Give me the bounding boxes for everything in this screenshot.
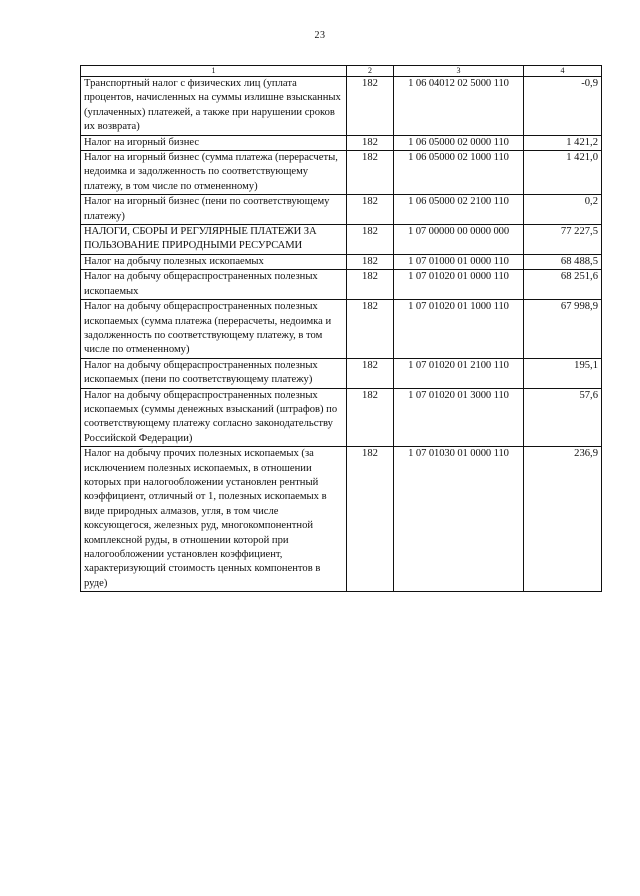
row-admin-code: 182 bbox=[347, 151, 394, 195]
table-row bbox=[81, 135, 602, 150]
row-budget-code: 1 07 01020 01 2100 110 bbox=[394, 358, 524, 388]
table-row bbox=[81, 151, 602, 195]
table-row bbox=[81, 254, 602, 269]
table-row bbox=[81, 358, 602, 388]
row-amount: 68 488,5 bbox=[524, 254, 602, 269]
row-budget-code: 1 07 01020 01 3000 110 bbox=[394, 388, 524, 447]
row-admin-code: 182 bbox=[347, 225, 394, 255]
row-budget-code: 1 07 01020 01 1000 110 bbox=[394, 300, 524, 359]
row-name: Налог на игорный бизнес (сумма платежа (перерасчеты, недоимка и задолженность по соответствующему платежу, в том числе по отмененному) bbox=[81, 151, 347, 195]
row-admin-code: 182 bbox=[347, 135, 394, 150]
column-header-name: 1 bbox=[81, 66, 347, 77]
row-name: Налог на игорный бизнес (пени по соответствующему платежу) bbox=[81, 195, 347, 225]
column-header-code: 3 bbox=[394, 66, 524, 77]
row-admin-code: 182 bbox=[347, 358, 394, 388]
row-amount: 77 227,5 bbox=[524, 225, 602, 255]
row-amount: 195,1 bbox=[524, 358, 602, 388]
row-name: Налог на добычу прочих полезных ископаемых (за исключением полезных ископаемых, в отношении которых при налогообложении установлен рентный коэффициент, отличный от 1, полезных ископаемых в виде природных алмазов, угля, в том числе коксующегося, железных руд, многокомпонентной комплексной руды, в отношении которой при налогообложении установлен коэффициент, характеризующий стоимость ценных компонентов в руде) bbox=[81, 447, 347, 592]
row-amount: 0,2 bbox=[524, 195, 602, 225]
row-admin-code: 182 bbox=[347, 254, 394, 269]
row-admin-code: 182 bbox=[347, 447, 394, 592]
row-budget-code: 1 06 05000 02 1000 110 bbox=[394, 151, 524, 195]
table-row bbox=[81, 77, 602, 136]
row-amount: 236,9 bbox=[524, 447, 602, 592]
row-name: Налог на добычу общераспространенных полезных ископаемых (сумма платежа (перерасчеты, недоимка и задолженность по соответствующему платежу, в том числе по отмененному) bbox=[81, 300, 347, 359]
row-budget-code: 1 07 01020 01 0000 110 bbox=[394, 270, 524, 300]
table-row bbox=[81, 225, 602, 255]
row-amount: 57,6 bbox=[524, 388, 602, 447]
row-amount: 1 421,0 bbox=[524, 151, 602, 195]
row-amount: -0,9 bbox=[524, 77, 602, 136]
row-budget-code: 1 07 00000 00 0000 000 bbox=[394, 225, 524, 255]
row-name: Налог на игорный бизнес bbox=[81, 135, 347, 150]
row-name: Транспортный налог с физических лиц (уплата процентов, начисленных на суммы излишне взысканных (уплаченных) платежей, а также при нарушении сроков их возврата) bbox=[81, 77, 347, 136]
row-admin-code: 182 bbox=[347, 77, 394, 136]
row-admin-code: 182 bbox=[347, 195, 394, 225]
row-name: НАЛОГИ, СБОРЫ И РЕГУЛЯРНЫЕ ПЛАТЕЖИ ЗА ПОЛЬЗОВАНИЕ ПРИРОДНЫМИ РЕСУРСАМИ bbox=[81, 225, 347, 255]
row-budget-code: 1 06 04012 02 5000 110 bbox=[394, 77, 524, 136]
page-number: 23 bbox=[314, 30, 326, 41]
revenue-table bbox=[80, 65, 602, 592]
table-row bbox=[81, 270, 602, 300]
row-name: Налог на добычу полезных ископаемых bbox=[81, 254, 347, 269]
row-admin-code: 182 bbox=[347, 388, 394, 447]
table-header-row bbox=[81, 66, 602, 77]
row-budget-code: 1 07 01000 01 0000 110 bbox=[394, 254, 524, 269]
row-name: Налог на добычу общераспространенных полезных ископаемых bbox=[81, 270, 347, 300]
row-admin-code: 182 bbox=[347, 300, 394, 359]
table-row bbox=[81, 195, 602, 225]
row-budget-code: 1 07 01030 01 0000 110 bbox=[394, 447, 524, 592]
row-name: Налог на добычу общераспространенных полезных ископаемых (суммы денежных взысканий (штрафов) по соответствующему платежу согласно законодательству Российской Федерации) bbox=[81, 388, 347, 447]
row-amount: 68 251,6 bbox=[524, 270, 602, 300]
row-amount: 67 998,9 bbox=[524, 300, 602, 359]
row-amount: 1 421,2 bbox=[524, 135, 602, 150]
table-row bbox=[81, 447, 602, 592]
table-row bbox=[81, 300, 602, 359]
row-budget-code: 1 06 05000 02 2100 110 bbox=[394, 195, 524, 225]
row-budget-code: 1 06 05000 02 0000 110 bbox=[394, 135, 524, 150]
table-row bbox=[81, 388, 602, 447]
column-header-amount: 4 bbox=[524, 66, 602, 77]
row-admin-code: 182 bbox=[347, 270, 394, 300]
column-header-admin: 2 bbox=[347, 66, 394, 77]
row-name: Налог на добычу общераспространенных полезных ископаемых (пени по соответствующему платежу) bbox=[81, 358, 347, 388]
